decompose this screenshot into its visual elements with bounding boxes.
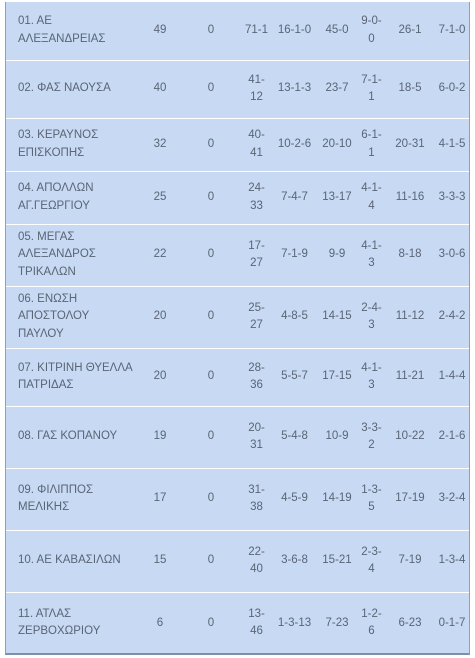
away-record: 1-2-6 [361, 607, 382, 638]
goals-total: 13-46 [248, 607, 265, 638]
goals-total: 25-27 [240, 286, 273, 348]
away-record: 3-3-2 [358, 406, 385, 468]
home-goals: 10-9 [316, 406, 358, 468]
penalty-points: 0 [182, 118, 240, 171]
away-goals: 7-19 [385, 530, 435, 592]
away-goals: 26-1 [385, 2, 435, 60]
table-row [6, 224, 469, 286]
team-name: 01. ΑΕ ΑΛΕΞΑΝΔΡΕΙΑΣ [6, 2, 138, 60]
home-goals: 14-19 [316, 468, 358, 530]
form-record: 1-3-4 [435, 530, 469, 592]
penalty-points: 0 [182, 286, 240, 348]
points: 15 [138, 530, 182, 592]
home-record: 5-4-8 [273, 406, 316, 468]
home-goals: 23-7 [316, 60, 358, 118]
table-row [6, 2, 469, 60]
away-goals: 20-31 [385, 118, 435, 171]
goals-total: 71-1 [240, 2, 273, 60]
table-row [6, 406, 469, 468]
form-record: 3-3-3 [435, 171, 469, 224]
goals-total: 22-40 [240, 530, 273, 592]
team-name: 07. ΚΙΤΡΙΝΗ ΘΥΕΛΛΑ ΠΑΤΡΙΔΑΣ [6, 348, 138, 406]
team-name: 08. ΓΑΣ ΚΟΠΑΝΟΥ [6, 406, 138, 468]
penalty-points: 0 [182, 406, 240, 468]
points: 49 [138, 2, 182, 60]
points: 25 [138, 171, 182, 224]
form-record: 7-1-0 [435, 2, 469, 60]
penalty-points: 0 [182, 171, 240, 224]
penalty-points: 0 [182, 530, 240, 592]
team-name: 06. ΕΝΩΣΗ ΑΠΟΣΤΟΛΟΥ ΠΑΥΛΟΥ [6, 286, 138, 348]
form-record: 0-1-7 [438, 616, 466, 629]
form-record: 3-2-4 [435, 468, 469, 530]
penalty-points: 0 [182, 348, 240, 406]
away-goals: 6-23 [398, 616, 422, 629]
standings-body [6, 2, 469, 654]
home-record: 7-1-9 [273, 224, 316, 286]
home-record: 13-1-3 [273, 60, 316, 118]
points: 19 [138, 406, 182, 468]
away-record: 4-1-3 [358, 224, 385, 286]
form-record: 1-4-4 [435, 348, 469, 406]
team-name: 05. ΜΕΓΑΣ ΑΛΕΞΑΝΔΡΟΣ ΤΡΙΚΑΛΩΝ [6, 224, 138, 286]
penalty-points: 0 [182, 2, 240, 60]
away-record: 6-1-1 [358, 118, 385, 171]
team-name: 02. ΦΑΣ ΝΑΟΥΣΑ [6, 60, 138, 118]
away-goals: 8-18 [385, 224, 435, 286]
away-goals: 11-21 [385, 348, 435, 406]
standings-panel [5, 2, 470, 655]
points: 32 [138, 118, 182, 171]
table-row [6, 118, 469, 171]
away-goals: 18-5 [385, 60, 435, 118]
team-name: 10. ΑΕ ΚΑΒΑΣΙΛΩΝ [6, 530, 138, 592]
table-row [6, 348, 469, 406]
home-goals: 45-0 [316, 2, 358, 60]
away-record: 2-3-4 [358, 530, 385, 592]
points: 20 [138, 286, 182, 348]
goals-total: 41-12 [240, 60, 273, 118]
points: 22 [138, 224, 182, 286]
form-record: 2-4-2 [435, 286, 469, 348]
away-goals: 10-22 [385, 406, 435, 468]
form-record: 4-1-5 [435, 118, 469, 171]
home-record: 4-8-5 [273, 286, 316, 348]
home-record: 16-1-0 [273, 2, 316, 60]
away-goals: 11-12 [385, 286, 435, 348]
penalty-points: 0 [182, 60, 240, 118]
table-row [6, 530, 469, 592]
goals-total: 28-36 [240, 348, 273, 406]
home-goals: 15-21 [316, 530, 358, 592]
home-goals: 13-17 [316, 171, 358, 224]
home-goals: 14-15 [316, 286, 358, 348]
table-row [6, 468, 469, 530]
home-record: 3-6-8 [273, 530, 316, 592]
table-row [6, 592, 469, 654]
home-record: 1-3-13 [277, 616, 312, 629]
away-goals: 11-16 [385, 171, 435, 224]
form-record: 2-1-6 [435, 406, 469, 468]
goals-total: 40-41 [240, 118, 273, 171]
home-goals: 7-23 [325, 616, 349, 629]
team-name: 04. ΑΠΟΛΛΩΝ ΑΓ.ΓΕΩΡΓΙΟΥ [6, 171, 138, 224]
home-record: 10-2-6 [273, 118, 316, 171]
table-row [6, 171, 469, 224]
home-goals: 20-10 [316, 118, 358, 171]
points: 20 [138, 348, 182, 406]
goals-total: 31-38 [240, 468, 273, 530]
home-record: 4-5-9 [273, 468, 316, 530]
points: 6 [156, 616, 164, 629]
away-record: 4-1-4 [358, 171, 385, 224]
points: 17 [138, 468, 182, 530]
home-record: 7-4-7 [273, 171, 316, 224]
standings-table [6, 2, 469, 654]
away-record: 9-0-0 [358, 2, 385, 60]
penalty-points: 0 [207, 616, 215, 629]
home-goals: 17-15 [316, 348, 358, 406]
penalty-points: 0 [182, 224, 240, 286]
away-record: 4-1-3 [358, 348, 385, 406]
goals-total: 24-33 [240, 171, 273, 224]
team-name: 03. ΚΕΡΑΥΝΟΣ ΕΠΙΣΚΟΠΗΣ [6, 118, 138, 171]
team-name: 09. ΦΙΛΙΠΠΟΣ ΜΕΛΙΚΗΣ [6, 468, 138, 530]
team-name: 11. ΑΤΛΑΣ ΖΕΡΒΟΧΩΡΙΟΥ [18, 607, 101, 638]
home-goals: 9-9 [316, 224, 358, 286]
away-record: 1-3-5 [358, 468, 385, 530]
form-record: 3-0-6 [435, 224, 469, 286]
away-record: 2-4-3 [358, 286, 385, 348]
table-row [6, 60, 469, 118]
away-goals: 17-19 [385, 468, 435, 530]
goals-total: 17-27 [240, 224, 273, 286]
away-record: 7-1-1 [358, 60, 385, 118]
table-row [6, 286, 469, 348]
points: 40 [138, 60, 182, 118]
home-record: 5-5-7 [273, 348, 316, 406]
form-record: 6-0-2 [435, 60, 469, 118]
goals-total: 20-31 [240, 406, 273, 468]
penalty-points: 0 [182, 468, 240, 530]
